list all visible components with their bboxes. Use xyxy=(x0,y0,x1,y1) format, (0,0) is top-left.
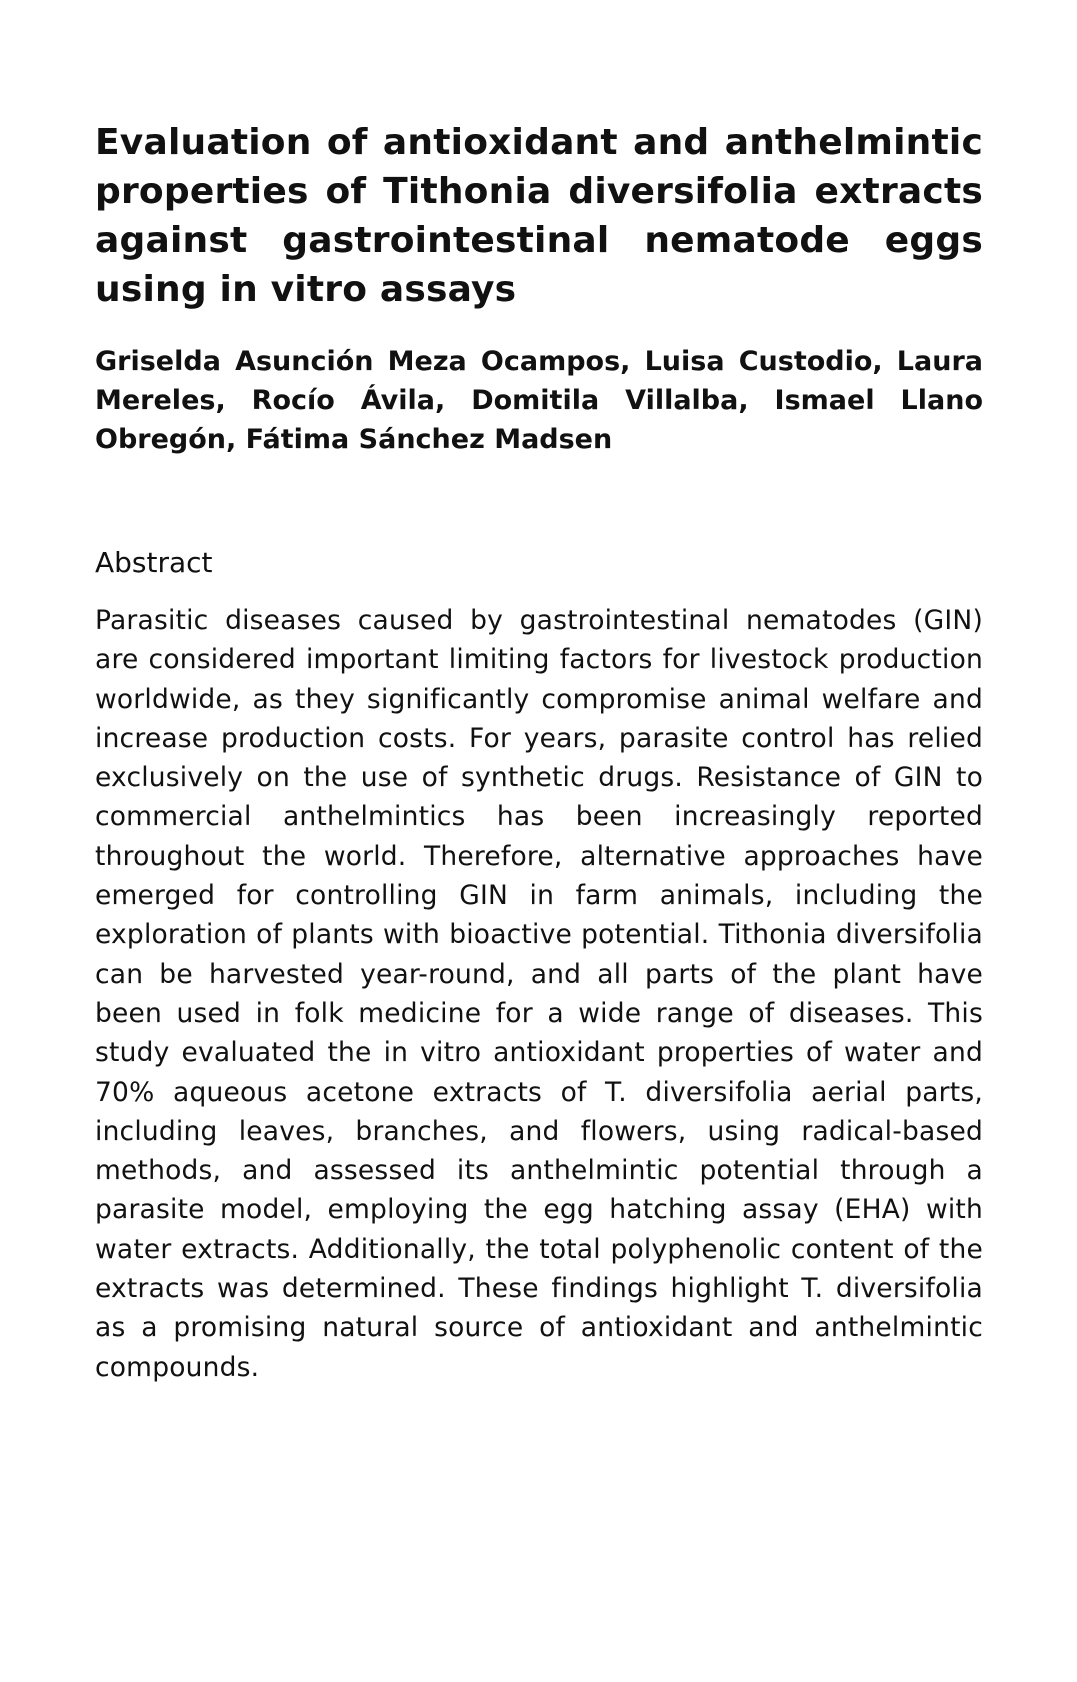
paper-authors: Griselda Asunción Meza Ocampos, Luisa Custodio, Laura Mereles, Rocío Ávila, Domitila Villalba, Ismael Llano Obregón, Fátima Sánchez Madsen xyxy=(95,346,983,455)
paper-title: Evaluation of antioxidant and anthelmintic properties of Tithonia diversifolia extracts against gastrointestinal nematode eggs using in vitro assays xyxy=(95,122,983,310)
abstract-heading: Abstract xyxy=(95,546,213,579)
abstract-text: Parasitic diseases caused by gastrointestinal nematodes (GIN) are considered important limiting factors for livestock production worldwide, as they significantly compromise animal welfare and increase production costs. For years, parasite control has relied exclusively on the use of synthetic drugs. Resistance of GIN to commercial anthelmintics has been increasingly reported throughout the world. Therefore, alternative approaches have emerged for controlling GIN in farm animals, including the exploration of plants with bioactive potential. Tithonia diversifolia can be harvested year-round, and all parts of the plant have been used in folk medicine for a wide range of diseases. This study evaluated the in vitro antioxidant properties of water and 70% aqueous acetone extracts of T. diversifolia aerial parts, including leaves, branches, and flowers, using radical-based methods, and assessed its anthelmintic potential through a parasite model, employing the egg hatching assay (EHA) with water extracts. Additionally, the total polyphenolic content of the extracts was determined. These findings highlight T. diversifolia as a promising natural source of antioxidant and anthelmintic compounds. xyxy=(95,605,983,1383)
paper-page xyxy=(95,118,983,1387)
